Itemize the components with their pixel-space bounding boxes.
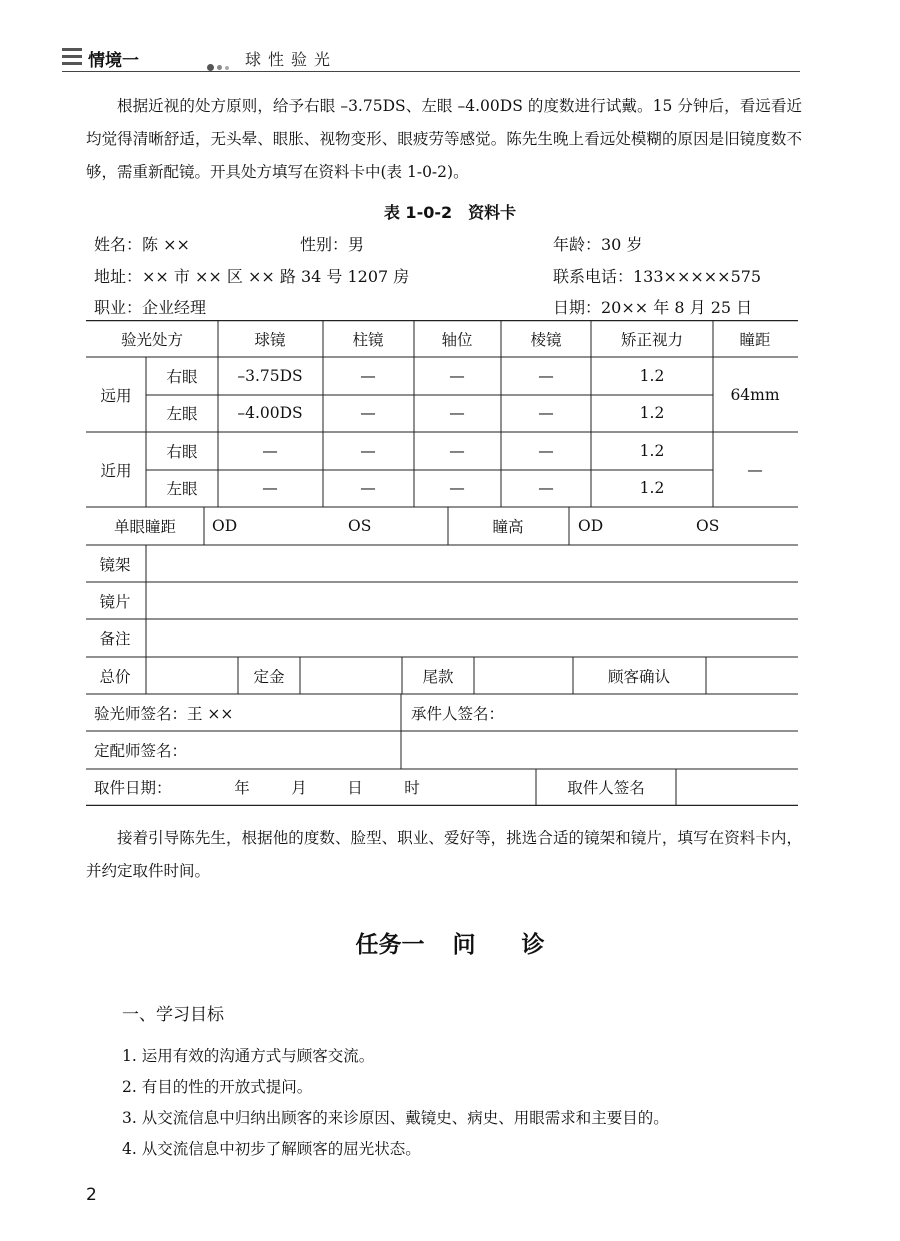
header-bars-icon <box>62 48 82 66</box>
pupil-height-label: 瞳高 <box>492 518 524 536</box>
near-right-sphere: — <box>262 442 278 460</box>
header-prism: 棱镜 <box>530 331 562 349</box>
far-right-cylinder: — <box>360 367 376 385</box>
section-title <box>0 926 900 959</box>
goal-item: 1. 运用有效的沟通方式与顾客交流。 <box>122 1047 375 1065</box>
header-prescription: 验光处方 <box>120 331 184 349</box>
customer-gender: 性别：男 <box>300 235 365 254</box>
near-left-cylinder: — <box>360 479 376 497</box>
paragraph-prescription: 根据近视的处方原则，给予右眼 –3.75DS、左眼 –4.00DS 的度数进行试戴。15 分钟后，看远看近均觉得清晰舒适，无头晕、眼胀、视物变形、眼疲劳等感觉。陈先生晚上看远处模糊的原因是旧镜度数不够，需重新配镜。开具处方填写在资料卡中(表 1-0-2)。 <box>86 97 802 181</box>
optometrist-signature: 验光师签名：王 ×× <box>94 705 234 723</box>
goal-item: 4. 从交流信息中初步了解顾客的屈光状态。 <box>122 1140 421 1158</box>
total-price-label: 总价 <box>99 668 131 686</box>
header-chapter: 情境一 <box>88 51 139 71</box>
customer-job: 职业：企业经理 <box>94 298 207 317</box>
section-title-part-3: 诊 <box>521 932 545 958</box>
near-left-vision: 1.2 <box>639 479 665 497</box>
goal-item: 3. 从交流信息中归纳出顾客的来诊原因、戴镜史、病史、用眼需求和主要目的。 <box>122 1109 669 1127</box>
table-grid-lines <box>86 320 798 806</box>
far-pupil-distance: 64mm <box>730 386 780 404</box>
pickup-year: 年 <box>234 779 250 797</box>
customer-phone: 联系电话：133×××××575 <box>553 267 762 286</box>
data-card-table <box>86 320 798 806</box>
table-caption: 表 1-0-2 资料卡 <box>383 203 517 222</box>
mono-pd-od: OD <box>212 517 238 535</box>
subsection-title: 一、学习目标 <box>122 1005 224 1025</box>
far-right-eye-label: 右眼 <box>166 368 198 386</box>
near-left-eye-label: 左眼 <box>166 480 198 498</box>
header-sphere: 球镜 <box>254 331 286 349</box>
customer-confirm-label: 顾客确认 <box>607 668 671 686</box>
page-number: 2 <box>86 1185 97 1205</box>
header-subtitle: 球性验光 <box>245 50 338 69</box>
far-right-sphere: –3.75DS <box>237 367 303 385</box>
section-title-part-2: 问 <box>452 932 476 958</box>
balance-label: 尾款 <box>422 668 454 686</box>
far-left-sphere: –4.00DS <box>237 404 303 422</box>
near-right-cylinder: — <box>360 442 376 460</box>
fitter-signature: 定配师签名： <box>94 742 188 760</box>
header-axis: 轴位 <box>441 331 473 349</box>
section-title-part-1: 任务一 <box>355 932 425 958</box>
mono-pd-os: OS <box>348 517 372 535</box>
pickup-hour: 时 <box>404 779 420 797</box>
near-left-prism: — <box>538 479 554 497</box>
pickup-month: 月 <box>291 779 307 797</box>
frame-label: 镜架 <box>99 556 131 574</box>
header-corrected-vision: 矫正视力 <box>620 331 684 349</box>
deposit-label: 定金 <box>253 668 285 686</box>
near-use-label: 近用 <box>100 462 132 480</box>
header-dots-icon <box>207 57 232 76</box>
running-header <box>62 46 800 72</box>
customer-name: 姓名：陈 ×× <box>94 235 190 254</box>
near-left-sphere: — <box>262 479 278 497</box>
paragraph-selection: 接着引导陈先生，根据他的度数、脸型、职业、爱好等，挑选合适的镜架和镜片，填写在资料卡内，并约定取件时间。 <box>86 829 802 880</box>
far-left-vision: 1.2 <box>639 404 665 422</box>
remark-label: 备注 <box>99 630 131 648</box>
header-rule <box>62 71 800 72</box>
customer-age: 年龄：30 岁 <box>553 235 643 254</box>
record-date: 日期：20×× 年 8 月 25 日 <box>553 298 753 317</box>
near-left-axis: — <box>449 479 465 497</box>
header-pupil-distance: 瞳距 <box>739 331 771 349</box>
far-right-axis: — <box>449 367 465 385</box>
near-right-eye-label: 右眼 <box>166 443 198 461</box>
far-use-label: 远用 <box>100 387 132 405</box>
pupil-height-od: OD <box>578 517 604 535</box>
mono-pd-label: 单眼瞳距 <box>113 518 177 536</box>
header-cylinder: 柱镜 <box>352 331 384 349</box>
pickup-person-signature: 取件人签名 <box>567 779 645 797</box>
far-right-vision: 1.2 <box>639 367 665 385</box>
near-right-vision: 1.2 <box>639 442 665 460</box>
far-left-eye-label: 左眼 <box>166 405 198 423</box>
far-right-prism: — <box>538 367 554 385</box>
customer-address: 地址：×× 市 ×× 区 ×× 路 34 号 1207 房 <box>94 267 410 286</box>
far-left-cylinder: — <box>360 404 376 422</box>
lens-label: 镜片 <box>99 593 131 611</box>
pickup-day: 日 <box>347 779 363 797</box>
receiver-signature: 承件人签名： <box>411 705 505 723</box>
pupil-height-os: OS <box>696 517 720 535</box>
pickup-date-label: 取件日期： <box>94 779 172 797</box>
far-left-axis: — <box>449 404 465 422</box>
near-right-axis: — <box>449 442 465 460</box>
near-pupil-distance: — <box>747 461 763 479</box>
near-right-prism: — <box>538 442 554 460</box>
goal-item: 2. 有目的性的开放式提问。 <box>122 1078 313 1096</box>
far-left-prism: — <box>538 404 554 422</box>
